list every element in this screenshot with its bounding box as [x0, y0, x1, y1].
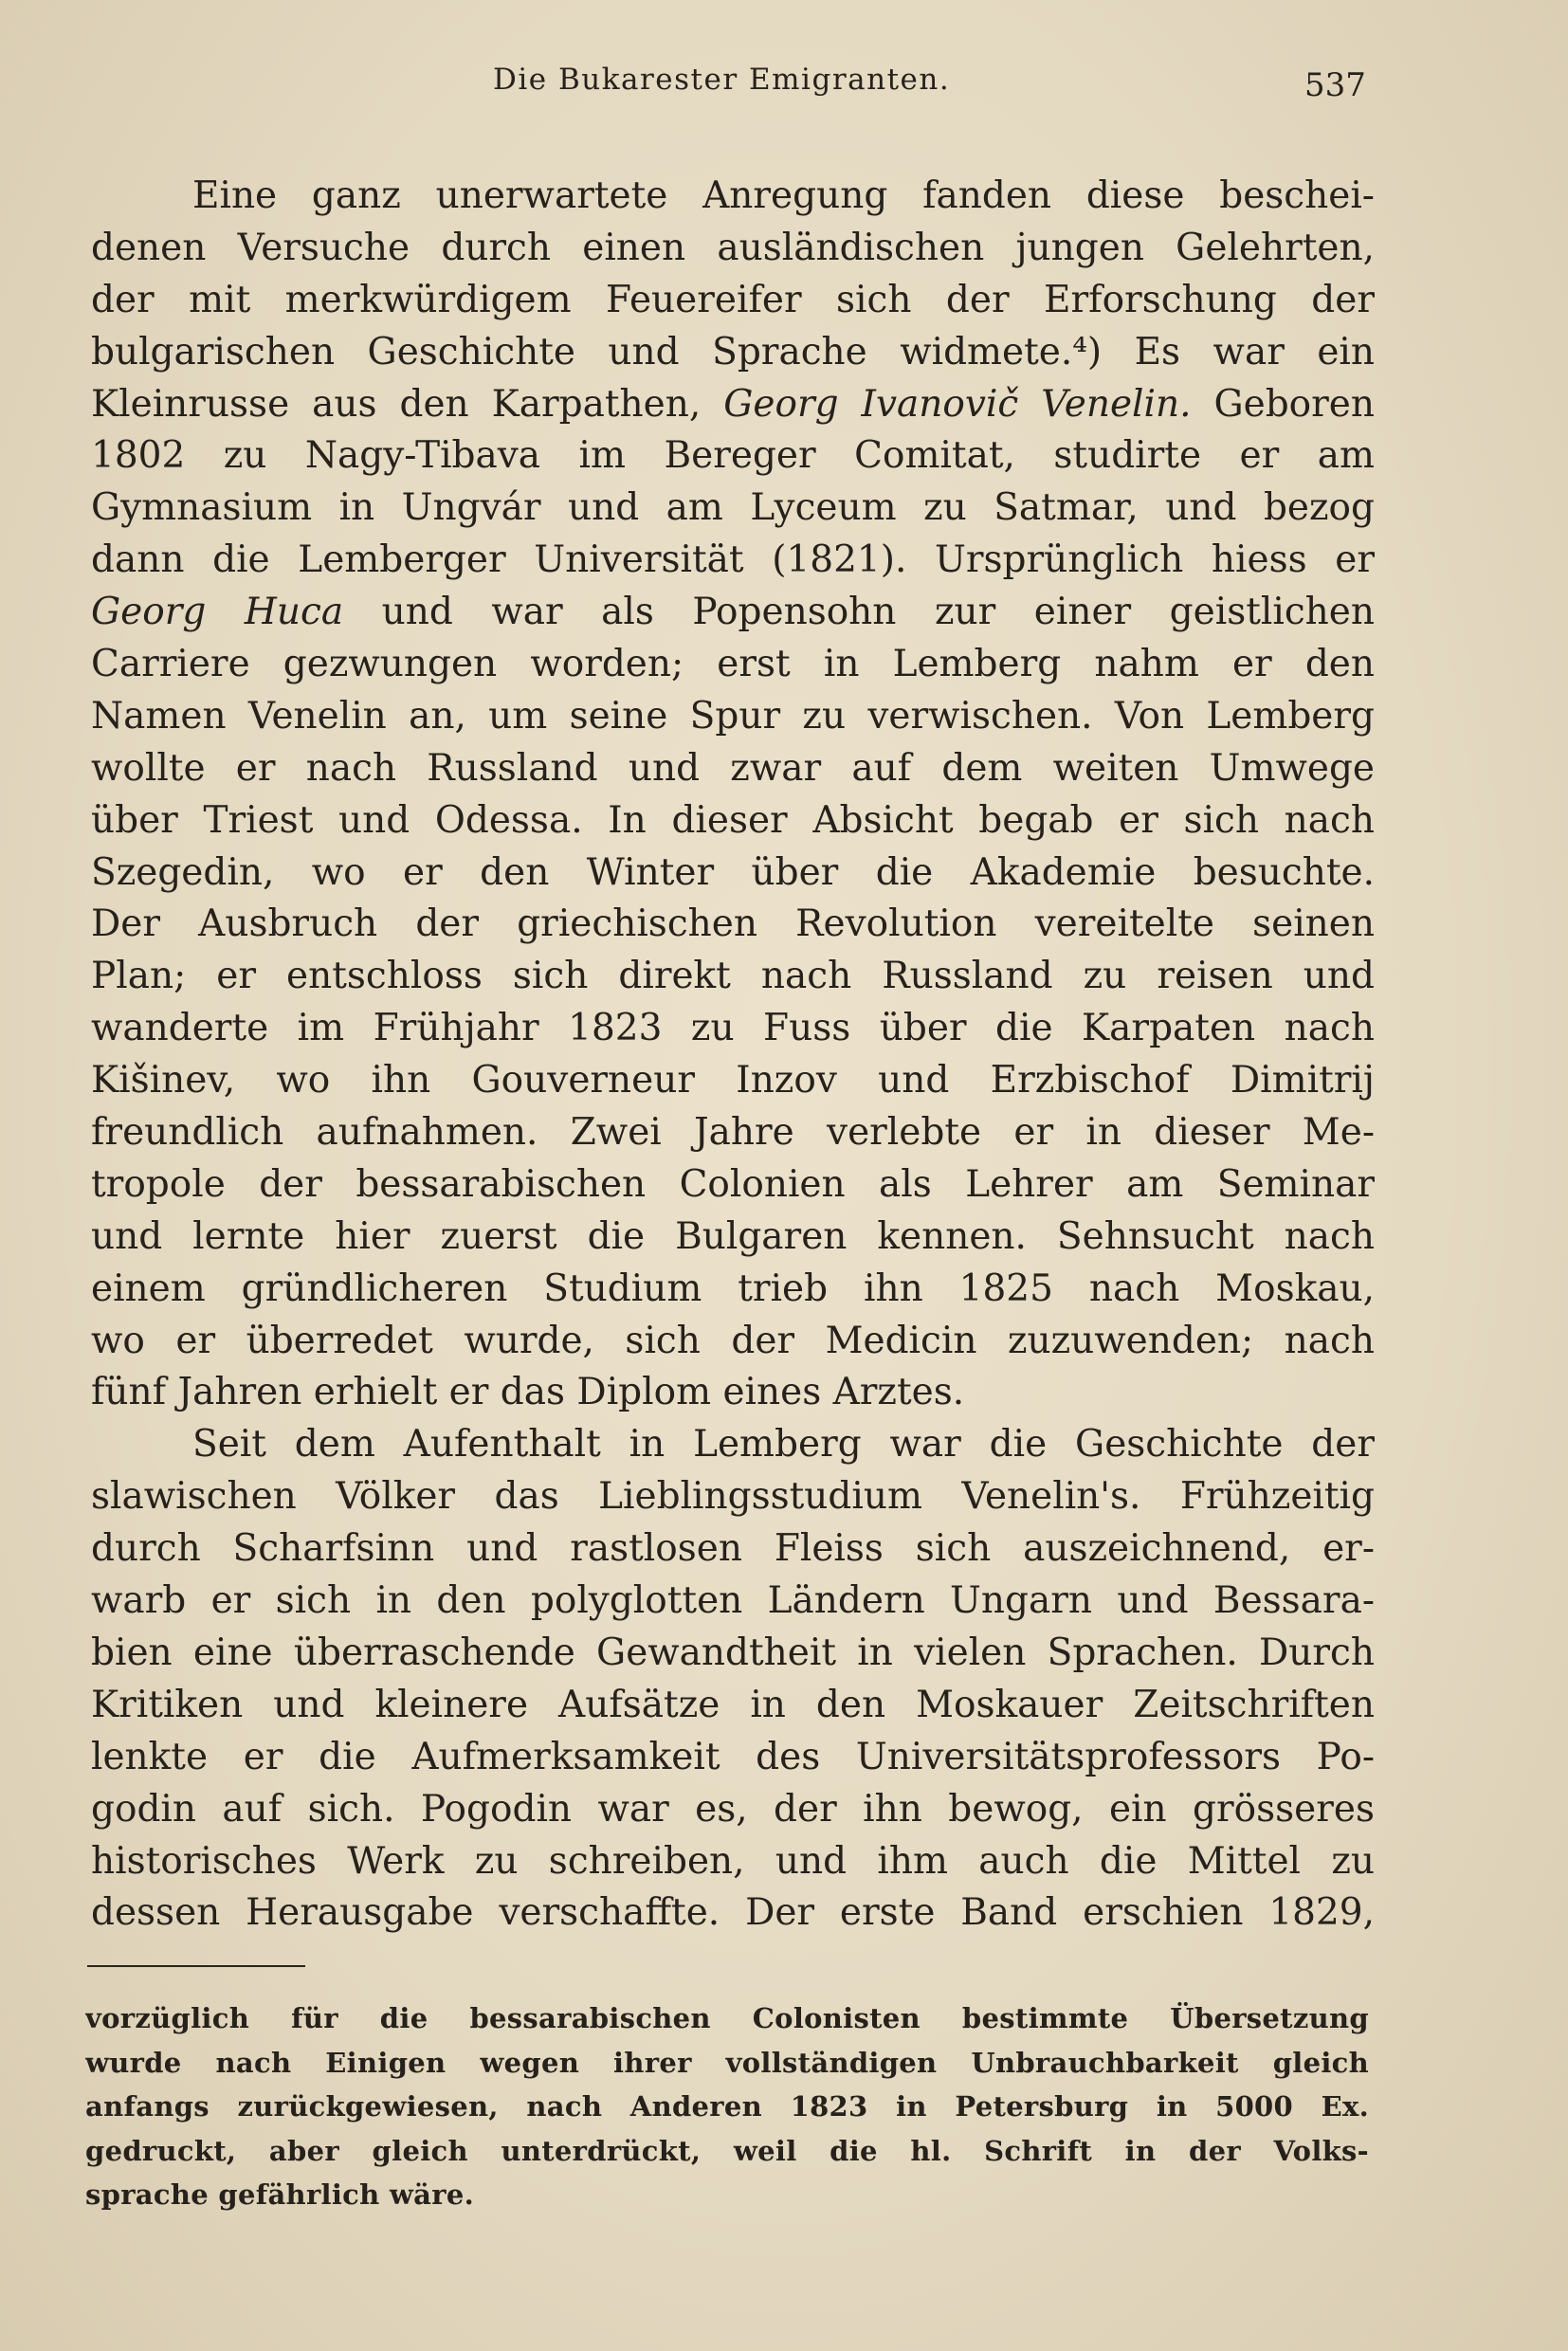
footnote-divider: [87, 1965, 305, 1967]
text-line: dessen Herausgabe verschaffte. Der erste Band erschien 1829,: [91, 1891, 1375, 1935]
running-title: Die Bukarester Emigranten.: [493, 63, 951, 97]
text-segment: Geboren: [1213, 382, 1375, 426]
footnote-line: sprache gefährlich wäre.: [85, 2178, 474, 2211]
italic-name: Georg Ivanovič Venelin.: [723, 382, 1192, 426]
body-text: [91, 171, 1375, 1940]
text-line: Eine ganz unerwartete Anregung fanden diese beschei-: [192, 174, 1375, 217]
text-line: historisches Werk zu schreiben, und ihm auch die Mittel zu: [91, 1839, 1375, 1883]
text-line: Kritiken und kleinere Aufsätze in den Moskauer Zeitschriften: [91, 1683, 1375, 1726]
text-line: [91, 379, 1375, 431]
text-line: freundlich aufnahmen. Zwei Jahre verlebte er in dieser Me-: [91, 1111, 1375, 1155]
text-segment: und war als Popensohn zur einer geistlichen: [381, 591, 1375, 634]
text-line: tropole der bessarabischen Colonien als Lehrer am Seminar: [91, 1162, 1375, 1206]
text-line: wanderte im Frühjahr 1823 zu Fuss über die Karpaten nach: [91, 1007, 1375, 1050]
text-line: Plan; er entschloss sich direkt nach Russland zu reisen und: [91, 955, 1375, 998]
page-number: 537: [1304, 66, 1366, 104]
text-segment: Kleinrusse aus den Karpathen,: [91, 382, 702, 426]
footnote-line: gedruckt, aber gleich unterdrückt, weil die hl. Schrift in der Volks-: [85, 2134, 1369, 2167]
text-line: dann die Lemberger Universität (1821). Ursprünglich hiess er: [91, 538, 1375, 582]
text-line: lenkte er die Aufmerksamkeit des Universitätsprofessors Po-: [91, 1735, 1375, 1778]
footnote-line: anfangs zurückgewiesen, nach Anderen 1823 in Petersburg in 5000 Ex.: [85, 2090, 1369, 2123]
text-line: Kišinev, wo ihn Gouverneur Inzov und Erzbischof Dimitrij: [91, 1059, 1375, 1103]
text-line: durch Scharfsinn und rastlosen Fleiss sich auszeichnend, er-: [91, 1527, 1375, 1571]
text-line: einem gründlicheren Studium trieb ihn 1825 nach Moskau,: [91, 1267, 1375, 1310]
text-line: Der Ausbruch der griechischen Revolution vereitelte seinen: [91, 902, 1375, 946]
text-line: 1802 zu Nagy-Tibava im Bereger Comitat, studirte er am: [91, 434, 1375, 478]
italic-name: Georg Huca: [91, 591, 344, 634]
text-line: wollte er nach Russland und zwar auf dem weiten Umwege: [91, 746, 1375, 790]
footnote-line: wurde nach Einigen wegen ihrer vollständigen Unbrauchbarkeit gleich: [85, 2046, 1369, 2079]
text-line: Seit dem Aufenthalt in Lemberg war die Geschichte der: [192, 1423, 1375, 1467]
footnote-line: vorzüglich für die bessarabischen Colonisten bestimmte Übersetzung: [85, 2002, 1369, 2034]
text-line: bulgarischen Geschichte und Sprache widmete.⁴) Es war ein: [91, 330, 1375, 374]
text-line: und lernte hier zuerst die Bulgaren kennen. Sehnsucht nach: [91, 1214, 1375, 1258]
text-line: warb er sich in den polyglotten Ländern Ungarn und Bessara-: [91, 1579, 1375, 1623]
text-line: [91, 587, 1375, 639]
text-line: godin auf sich. Pogodin war es, der ihn bewog, ein grösseres: [91, 1787, 1375, 1831]
text-line: denen Versuche durch einen ausländischen jungen Gelehrten,: [91, 226, 1375, 269]
text-line: Carriere gezwungen worden; erst in Lemberg nahm er den: [91, 643, 1375, 686]
text-line: Szegedin, wo er den Winter über die Akademie besuchte.: [91, 850, 1375, 894]
footnote: [85, 1996, 1369, 2217]
text-line: über Triest und Odessa. In dieser Absicht begab er sich nach: [91, 798, 1375, 842]
text-line: der mit merkwürdigem Feuereifer sich der Erforschung der: [91, 278, 1375, 321]
text-line: Namen Venelin an, um seine Spur zu verwischen. Von Lemberg: [91, 694, 1375, 738]
text-line: Gymnasium in Ungvár und am Lyceum zu Satmar, und bezog: [91, 486, 1375, 530]
text-line: wo er überredet wurde, sich der Medicin zuzuwenden; nach: [91, 1319, 1375, 1362]
text-line: bien eine überraschende Gewandtheit in vielen Sprachen. Durch: [91, 1631, 1375, 1674]
text-line: fünf Jahren erhielt er das Diplom eines Arztes.: [91, 1371, 965, 1414]
text-line: slawischen Völker das Lieblingsstudium Venelin's. Frühzeitig: [91, 1475, 1375, 1519]
